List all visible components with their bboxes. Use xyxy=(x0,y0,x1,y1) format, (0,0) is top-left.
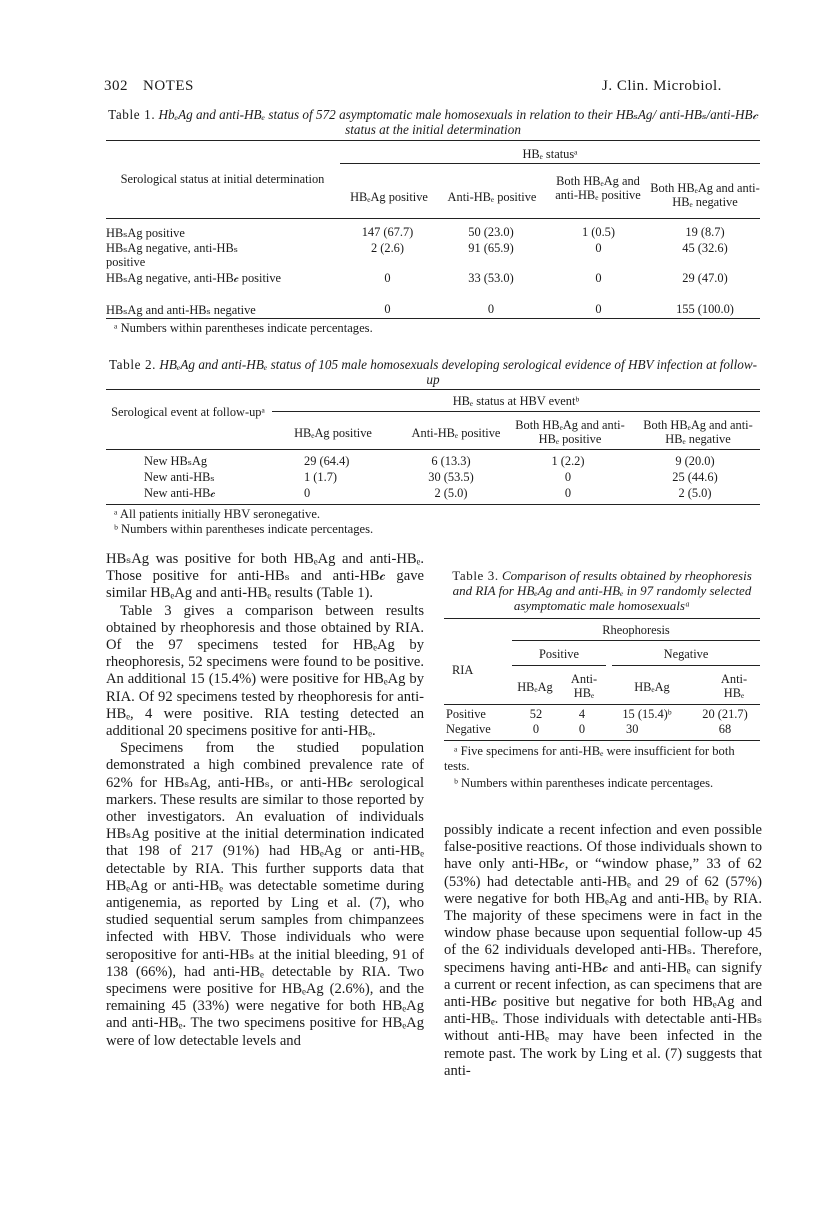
table2-group-rule xyxy=(272,411,760,412)
table1-group-header: HBₑ statusᵃ xyxy=(522,147,578,161)
table-cell: 0 xyxy=(595,302,602,316)
table-cell: 15 (15.4)ᵇ xyxy=(622,707,672,721)
table-cell: 19 (8.7) xyxy=(685,225,725,239)
table3-ria-header: RIA xyxy=(452,663,474,677)
table-cell: 1 (0.5) xyxy=(581,225,616,239)
table-cell: 0 xyxy=(384,302,391,316)
table-row xyxy=(444,707,760,722)
table2-body xyxy=(106,453,760,501)
table-row xyxy=(106,224,760,241)
table-cell: 91 (65.9) xyxy=(468,241,514,255)
table-cell: 45 (32.6) xyxy=(682,241,728,255)
table3-body xyxy=(444,707,760,737)
table-cell: 25 (44.6) xyxy=(672,469,718,484)
table3-positive-header: Positive xyxy=(539,647,579,661)
table1-row-label: HBₛAg and anti-HBₛ negative xyxy=(106,302,256,317)
table2-top-rule xyxy=(106,389,760,390)
table-cell: 1 (2.2) xyxy=(551,453,585,468)
table2-col-2: Anti-HBₑ positive xyxy=(411,426,501,440)
table-cell: 1 (1.7) xyxy=(304,469,338,484)
table3-subcol-1: HBₑAg xyxy=(517,680,553,694)
table3-footnote-a: ᵃ Five specimens for anti-HBₑ were insufficient for both tests. xyxy=(444,744,735,773)
table-cell: 0 xyxy=(487,302,495,316)
table1-top-rule xyxy=(106,140,760,141)
table-cell: 30 (53.5) xyxy=(428,469,474,484)
table3-top-rule xyxy=(444,618,760,619)
left-column xyxy=(106,551,424,1050)
section-title: NOTES xyxy=(143,78,194,94)
table3-rheophoresis: Rheophoresis xyxy=(602,623,670,637)
table-cell: 6 (13.3) xyxy=(431,453,471,468)
table1-stub-header: Serological status at initial determination xyxy=(120,172,325,186)
paragraph: Table 3 gives a comparison between results obtained by rheophoresis and those obtained by RIA. Of the 97 specimens tested for HBₑAg by rheophoresis, 52 specimens were found to be positive. An additional 15 (15.4%) were positive for HBₑAg by RIA. Of 92 specimens tested by rheophoresis for anti-HBₑ, 4 were positive. RIA testing detected an additional 20 specimens positive for anti-HBₑ. xyxy=(106,602,424,740)
table3-caption-text: Comparison of results obtained by rheophoresis and RIA for HBₑAg and anti-HBₑ in 97 randomly selected asymptomatic male homosexualsᵃ xyxy=(452,568,752,613)
table-cell: 9 (20.0) xyxy=(675,453,715,468)
table2-row-label: New anti-HBₛ xyxy=(144,470,215,484)
table1-row-label: HBₛAg positive xyxy=(106,225,185,240)
table3-bottom-rule xyxy=(444,740,760,741)
table-cell: 30 xyxy=(626,722,639,736)
table-cell: 29 (47.0) xyxy=(682,271,728,285)
journal-name: J. Clin. Microbiol. xyxy=(602,78,722,94)
paragraph: HBₛAg was positive for both HBₑAg and anti-HBₑ. Those positive for anti-HBₛ and anti-HB𝒸 gave similar HBₑAg and anti-HBₑ results (Table 1). xyxy=(106,551,424,602)
table-cell: 68 xyxy=(718,722,732,736)
table1-footnote: ᵃ Numbers within parentheses indicate percentages. xyxy=(114,321,373,335)
table-cell: 2 (2.6) xyxy=(370,241,405,255)
table1-col-3: Both HBₑAg and anti-HBₑ positive xyxy=(555,174,641,202)
table-cell: 0 xyxy=(564,485,572,500)
table-cell: 2 (5.0) xyxy=(434,485,468,500)
table2-col-1: HBₑAg positive xyxy=(294,426,372,440)
table-cell: 29 (64.4) xyxy=(304,453,350,468)
table-row xyxy=(106,241,760,271)
table1-row-label: HBₛAg negative, anti-HBₛ positive xyxy=(106,241,238,269)
table2-bottom-rule xyxy=(106,504,760,505)
table-cell: 0 xyxy=(532,722,540,736)
table2-head-rule xyxy=(106,449,760,450)
table-cell: 2 (5.0) xyxy=(678,485,712,500)
table2-row-label: New anti-HB𝒸 xyxy=(144,485,216,500)
right-column xyxy=(444,822,762,1080)
table3-subcol-2: Anti-HBₑ xyxy=(570,672,598,700)
table-row xyxy=(106,469,760,485)
table-cell: 4 xyxy=(578,707,586,721)
table1-col-1: HBₑAg positive xyxy=(350,190,428,204)
table2-col-4: Both HBₑAg and anti-HBₑ negative xyxy=(643,418,753,446)
table3-footnote-b: ᵇ Numbers within parentheses indicate percentages. xyxy=(454,776,714,790)
table-cell: 155 (100.0) xyxy=(676,302,734,316)
table-cell: 0 xyxy=(595,241,602,255)
table1-caption xyxy=(106,107,760,137)
table1-group-rule xyxy=(340,163,760,164)
table2-stub-header: Serological event at follow-upᵃ xyxy=(111,405,265,419)
table2-group-header: HBₑ status at HBV eventᵇ xyxy=(452,394,580,408)
page-number: 302 xyxy=(104,78,128,94)
table-row xyxy=(106,301,760,318)
table-row xyxy=(444,722,760,737)
table3-label: Table 3. xyxy=(452,568,499,583)
table3-negative-header: Negative xyxy=(663,647,709,661)
table2-caption xyxy=(106,357,760,387)
table-cell: 33 (53.0) xyxy=(468,271,514,285)
table3-subcol-3: HBₑAg xyxy=(634,680,670,694)
table1-caption-text: HbₑAg and anti-HBₑ status of 572 asymptomatic male homosexuals in relation to their HBₛAg/ anti-HBₛ/anti-HB𝒸 status at the initial determination xyxy=(158,107,758,137)
table2-col-3: Both HBₑAg and anti-HBₑ positive xyxy=(515,418,625,446)
table2-footnote-a: ᵃ All patients initially HBV seronegative. xyxy=(114,507,321,521)
table3-caption xyxy=(444,568,760,613)
table1-row-label: HBₛAg negative, anti-HB𝒸 positive xyxy=(106,271,282,285)
table1-bottom-rule xyxy=(106,318,760,319)
table1-col-2: Anti-HBₑ positive xyxy=(447,190,537,204)
table3-subcol-4: Anti-HBₑ xyxy=(720,672,748,700)
table2-label: Table 2. xyxy=(108,357,157,372)
table2-row-label: New HBₛAg xyxy=(144,454,208,468)
table3-head-rule xyxy=(444,704,760,705)
table-cell: 50 (23.0) xyxy=(468,225,514,239)
table2-caption-text: HBₑAg and anti-HBₑ status of 105 male homosexuals developing serological evidence of HBV infection at follow-up xyxy=(159,357,758,387)
table3-positive-rule xyxy=(512,665,606,666)
table-row xyxy=(106,453,760,469)
table-cell: 147 (67.7) xyxy=(361,225,414,239)
table-cell: 0 xyxy=(304,485,311,500)
table-row xyxy=(106,485,760,501)
table-cell: 0 xyxy=(384,271,391,285)
table-cell: 52 xyxy=(529,707,543,721)
paragraph: possibly indicate a recent infection and even possible false-positive reactions. Of those individuals shown to have only anti-HB𝒸, or “window phase,” 33 of 62 (53%) had detectable anti-HBₑ and 29 of 62 (57%) were negative for both HBₑAg and anti-HBₑ by RIA. The majority of these specimens were in fact in the window phase because upon sequential follow-up 45 of the 62 individuals developed anti-HBₛ. Therefore, specimens having anti-HB𝒸 and anti-HBₑ can signify a current or recent infection, as can specimens that are anti-HB𝒸 positive but negative for both HBₑAg and anti-HBₑ. Those individuals with detectable anti-HBₛ without anti-HBₑ may have been infected in the remote past. The work by Ling et al. (7) suggests that anti- xyxy=(444,822,762,1079)
table1-label: Table 1. xyxy=(108,107,156,122)
table3-row-label: Negative xyxy=(446,722,491,736)
table-row xyxy=(106,271,760,301)
table3-group-rule xyxy=(512,640,760,641)
table-cell: 0 xyxy=(595,271,602,285)
table-cell: 20 (21.7) xyxy=(702,707,748,721)
table1-body xyxy=(106,224,760,318)
table3-negative-rule xyxy=(612,665,760,666)
table3-row-label: Positive xyxy=(446,707,486,721)
paragraph: Specimens from the studied population demonstrated a high combined prevalence rate of 62% for HBₛAg, anti-HBₛ, or anti-HB𝒸 serological markers. These results are similar to those reported by other investigators. An evaluation of individuals HBₛAg positive at the initial determination indicated that 198 of 217 (91%) had HBₑAg or anti-HBₑ detectable by RIA. This further supports data that HBₑAg or anti-HBₑ was detectable sometime during antigenemia, as reported by Ling et al. (7), who studied sequential serum samples from chimpanzees infected with HBV. Those individuals who were seropositive for anti-HBₛ at the initial bleeding, 91 of 138 (66%), had anti-HBₑ detectable by RIA. Two specimens were positive for HBₑAg (2.6%), and the remaining 45 (33%) were negative for both HBₑAg and anti-HBₑ. The two specimens positive for HBₑAg were of low detectable levels and xyxy=(106,740,424,1049)
table1-col-4: Both HBₑAg and anti-HBₑ negative xyxy=(650,181,760,209)
table-cell: 0 xyxy=(564,469,572,484)
table1-head-rule xyxy=(106,218,760,219)
table2-footnote-b: ᵇ Numbers within parentheses indicate percentages. xyxy=(114,522,374,536)
table-cell: 0 xyxy=(578,722,586,736)
